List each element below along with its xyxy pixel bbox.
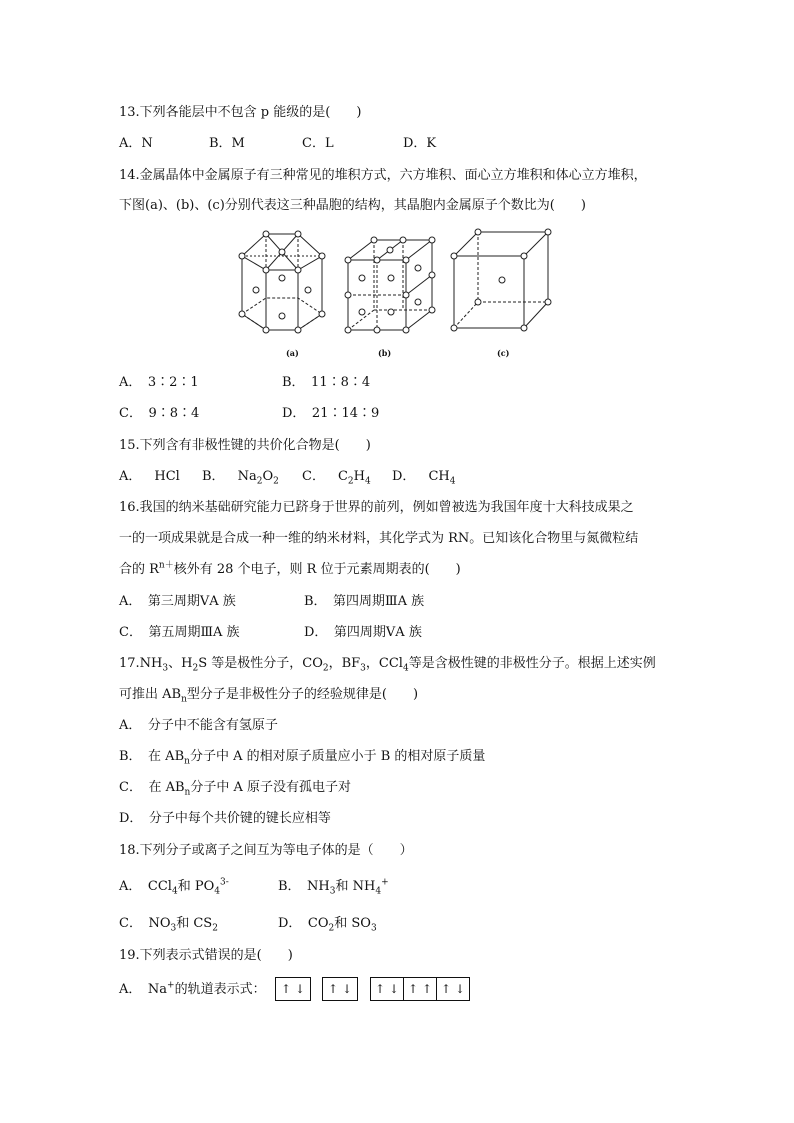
q14-option-d: D． 21∶14∶9 (282, 406, 380, 421)
q14-option-c: C． 9∶8∶4 (119, 406, 200, 421)
spin-up-arrow: ↑ (375, 982, 386, 996)
q13-stem: 13.下列各能层中不包含 p 能级的是( ) (119, 105, 362, 120)
orbital-2p (370, 977, 470, 1001)
orbital-cell (437, 978, 469, 1000)
q14-stem-line2: 下图(a)、(b)、(c)分别代表这三种晶胞的结构，其晶胞内金属原子个数比为( ) (119, 198, 586, 213)
spin-down-arrow: ↓ (342, 982, 353, 996)
q15-option-d: D． $CH_4$ (392, 469, 456, 487)
q14-option-b: B． 11∶8∶4 (282, 375, 371, 390)
spin-up-arrow: ↑ (281, 982, 292, 996)
orbital-2s (322, 977, 358, 1001)
q17-option-a: A． 分子中不能含有氢原子 (119, 718, 278, 733)
q13-option-c: C．L (302, 136, 334, 151)
q18-option-d: D． $CO_2$和 $SO_3$ (278, 916, 377, 934)
orbital-cell (371, 978, 404, 1000)
q18-option-b: B． $NH_3$和 $NH_4^+$ (278, 877, 389, 897)
spin-up-arrow: ↑ (441, 982, 452, 996)
q13-option-d: D．K (403, 136, 437, 151)
orbital-cell (404, 978, 437, 1000)
q13-option-b: B．M (209, 136, 245, 151)
q18-option-a: A． CCl$_4$和 $PO_4^{3-}$ (119, 877, 229, 897)
q17-option-c: C． 在 $AB_n$分子中 A 原子没有孤电子对 (119, 780, 351, 798)
q16-line1: 16.我国的纳米基础研究能力已跻身于世界的前列，例如曾被选为我国年度十大科技成果之 (119, 500, 634, 515)
orbital-1s (275, 977, 311, 1001)
q15-option-a: A． HCl (119, 469, 180, 484)
q15-option-c: C． $C_2H_4$ (302, 469, 371, 487)
q18-option-c: C． $NO_3$和 $CS_2$ (119, 916, 218, 934)
figure-label-c: (c) (497, 348, 510, 358)
spin-up-arrow: ↑ (328, 982, 339, 996)
spin-down-arrow: ↓ (455, 982, 466, 996)
q19-option-a: A． Na+的轨道表示式： (119, 980, 266, 997)
q16-option-d: D． 第四周期ⅤA 族 (304, 625, 422, 640)
q14-stem-line1: 14.金属晶体中金属原子有三种常见的堆积方式，六方堆积、面心立方堆积和体心立方堆积， (119, 168, 647, 183)
q15-stem: 15.下列含有非极性键的共价化合物是( ) (119, 438, 371, 453)
crystal-cells-figure (236, 226, 566, 346)
q17-option-d: D． 分子中每个共价键的键长应相等 (119, 811, 331, 826)
q16-option-b: B． 第四周期ⅢA 族 (304, 594, 425, 609)
spin-down-arrow: ↓ (295, 982, 306, 996)
orbital-cell (323, 978, 357, 1000)
spin-up-arrow: ↑ (422, 982, 433, 996)
spin-up-arrow: ↑ (408, 982, 419, 996)
figure-label-b: (b) (378, 348, 392, 358)
q16-line3: 合的 $R^{n+}$核外有 28 个电子，则 R 位于元素周期表的( ) (119, 560, 461, 577)
q15-option-b: B． $Na_2O_2$ (202, 469, 279, 487)
q14-option-a: A． 3∶2∶1 (119, 375, 199, 390)
q16-line2: 一的一项成果就是合成一种一维的纳米材料，其化学式为 RN。已知该化合物里与氮微粒结 (119, 531, 639, 546)
q17-line2: 可推出 $AB_n$型分子是非极性分子的经验规律是( ) (119, 687, 419, 705)
q17-line1: $17.NH_3$、$H_2S$ 等是极性分子，$CO_2$，$BF_3$，CCl$_4$等是含极性键的非极性分子。根据上述实例 (119, 656, 656, 674)
q19-stem: 19.下列表示式错误的是( ) (119, 948, 293, 963)
q16-option-c: C． 第五周期ⅢA 族 (119, 625, 240, 640)
q17-option-b: B． 在 $AB_n$分子中 A 的相对原子质量应小于 B 的相对原子质量 (119, 749, 486, 767)
orbital-cell (276, 978, 310, 1000)
figure-label-a: (a) (286, 348, 299, 358)
q13-option-a: A．N (119, 136, 153, 151)
q18-stem: 18.下列分子或离子之间互为等电子体的是（ ） (119, 843, 413, 858)
q16-option-a: A． 第三周期ⅤA 族 (119, 594, 236, 609)
spin-down-arrow: ↓ (389, 982, 400, 996)
